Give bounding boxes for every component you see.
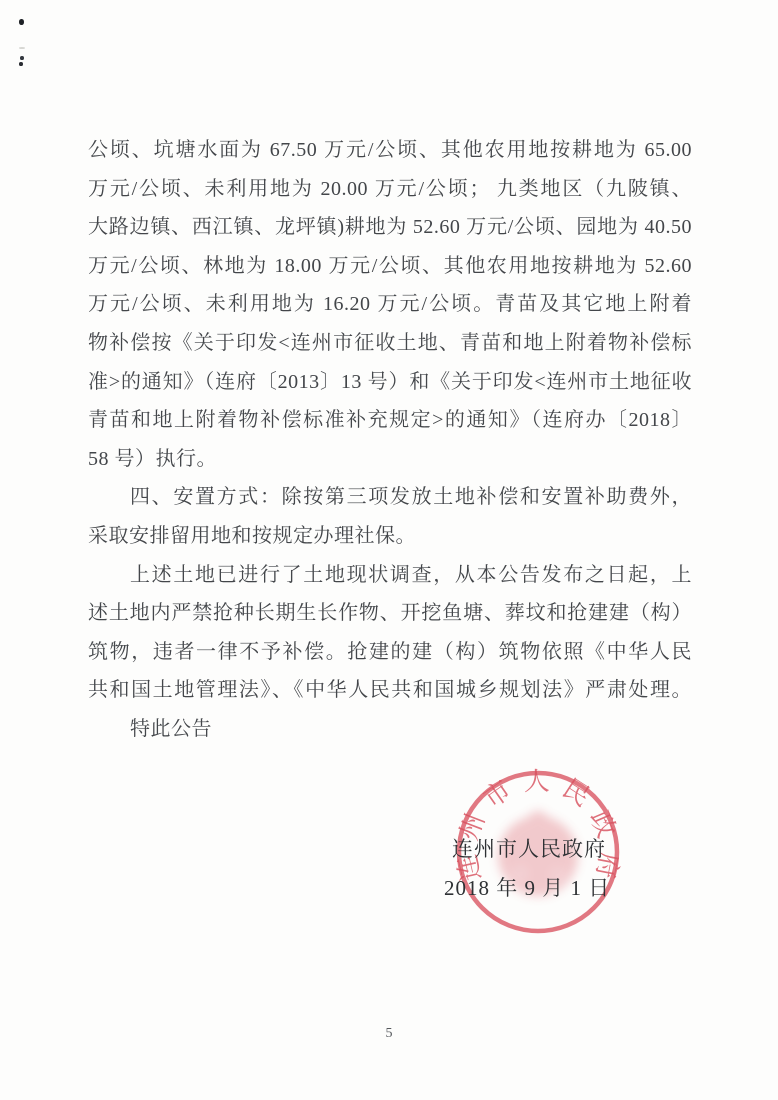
body-line: 万元/公顷、未利用地为 20.00 万元/公顷； 九类地区（九陂镇、 (88, 177, 692, 200)
body-line: 物补偿按《关于印发<连州市征收土地、青苗和地上附着物补偿标 (88, 331, 692, 354)
scan-speck (19, 19, 24, 25)
scan-speck (19, 47, 25, 49)
body-line: 共和国土地管理法》、《中华人民共和国城乡规划法》严肃处理。 (88, 679, 692, 702)
page-number: 5 (385, 1026, 393, 1041)
seal-inscription: 连州市人民政府 (452, 766, 624, 884)
body-line: 特此公告 (130, 717, 212, 740)
body-line: 述土地内严禁抢种长期生长作物、开挖鱼塘、葬坟和抢建建（构） (88, 602, 692, 625)
body-line: 大路边镇、西江镇、龙坪镇)耕地为 52.60 万元/公顷、园地为 40.50 (88, 216, 692, 239)
scan-speck (20, 56, 24, 60)
body-line: 万元/公顷、林地为 18.00 万元/公顷、其他农用地按耕地为 52.60 (88, 254, 692, 277)
scan-speck (19, 62, 23, 66)
issue-date: 2018 年 9 月 1 日 (444, 876, 611, 900)
announcement-body (88, 131, 692, 749)
body-line: 青苗和地上附着物补偿标准补充规定>的通知》（连府办〔2018〕 (88, 409, 692, 432)
body-line: 四、安置方式：除按第三项发放土地补偿和安置补助费外， (130, 486, 692, 509)
body-line: 上述土地已进行了土地现状调查，从本公告发布之日起，上 (130, 563, 692, 586)
body-line: 58 号）执行。 (88, 447, 217, 470)
issuer-name: 连州市人民政府 (452, 837, 606, 861)
body-line: 筑物，违者一律不予补偿。抢建的建（构）筑物依照《中华人民 (88, 640, 692, 663)
body-line: 公顷、坑塘水面为 67.50 万元/公顷、其他农用地按耕地为 65.00 (88, 139, 692, 161)
body-line: 万元/公顷、未利用地为 16.20 万元/公顷。青苗及其它地上附着 (88, 293, 692, 316)
body-line: 准>的通知》（连府〔2013〕13 号）和《关于印发<连州市土地征收 (88, 370, 692, 393)
body-line: 采取安排留用地和按规定办理社保。 (88, 524, 416, 547)
